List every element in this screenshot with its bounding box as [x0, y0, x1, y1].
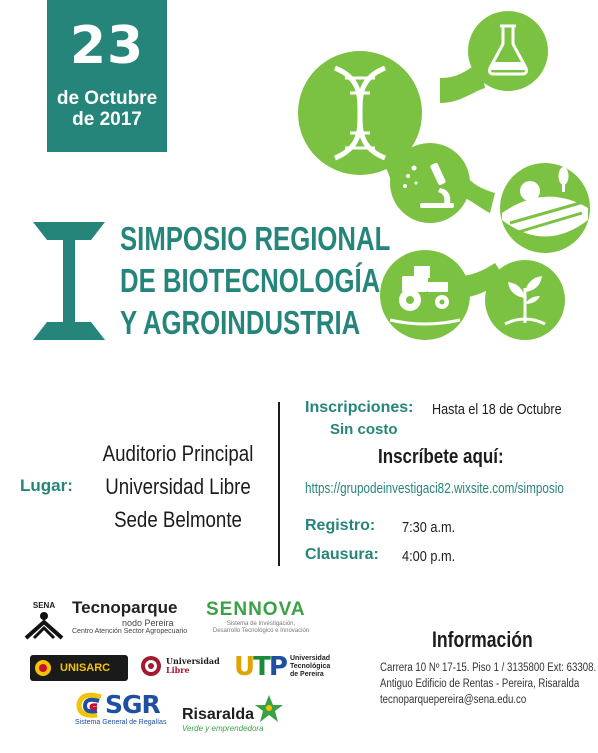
info-title: Información: [432, 627, 533, 652]
sena-logo-text: SENA: [32, 601, 56, 610]
unisarc-name: UNISARC: [56, 660, 114, 676]
registration-link[interactable]: https://grupodeinvestigaci82.wixsite.com/simposio: [305, 480, 564, 497]
utp-letters: UTP: [234, 652, 286, 682]
sprout-icon: [485, 260, 565, 340]
risaralda-logo: [182, 694, 292, 733]
biotech-illustration: [290, 8, 590, 348]
location-label: Lugar:: [20, 476, 73, 495]
title-line1: SIMPOSIO REGIONAL: [120, 220, 391, 257]
date-box: [47, 0, 167, 152]
risaralda-star-icon: [254, 694, 284, 724]
registration-cta: Inscríbete aquí:: [378, 446, 504, 468]
sgr-sub: Sistema General de Regalías: [75, 719, 167, 726]
tecnoparque-node: nodo Pereira: [122, 618, 174, 628]
tractor-icon: [380, 250, 470, 340]
registration-cost: Sin costo: [330, 421, 398, 438]
libre-line1: Universidad: [166, 656, 220, 666]
info-details: [380, 660, 596, 708]
info-address: Carrera 10 Nº 17-15. Piso 1 / 3135800 Ext: 63308.: [380, 662, 597, 674]
libre-seal-icon: [140, 655, 162, 677]
location-details: [88, 437, 268, 536]
location-line1: Auditorio Principal: [102, 441, 254, 466]
event-month-line1: de Octubre: [56, 88, 158, 109]
utp-line3: de Pereira: [289, 671, 324, 678]
utp-line1: Universidad: [289, 655, 331, 662]
sgr-logo: [75, 690, 175, 726]
clausura-label: Clausura:: [305, 546, 379, 563]
utp-line2: Tecnológica: [289, 663, 331, 670]
info-building: Antiguo Edificio de Rentas - Pereira, Risaralda: [380, 678, 580, 690]
flask-icon: [468, 11, 548, 91]
tecnoparque-logo: [72, 598, 192, 635]
registro-label: Registro:: [305, 517, 376, 534]
sgr-swirl-icon: [75, 691, 105, 719]
vertical-divider: [278, 402, 280, 566]
libre-line2: Libre: [166, 665, 190, 675]
sennova-logo: [206, 599, 316, 635]
sena-logo: [24, 601, 64, 643]
universidad-libre-logo: [140, 655, 226, 677]
roman-numeral-graphic: [33, 222, 105, 340]
unisarc-logo: [30, 655, 128, 681]
sennova-name: SENNOVA: [206, 599, 306, 620]
title-line2: DE BIOTECNOLOGÍA: [120, 262, 381, 299]
landscape-icon: [500, 163, 590, 253]
risaralda-name: Risaralda: [182, 706, 255, 723]
utp-logo: [234, 652, 334, 682]
registration-deadline: Hasta el 18 de Octubre: [432, 401, 562, 418]
tecnoparque-center: Centro Atención Sector Agropecuario: [72, 628, 188, 635]
risaralda-sub: Verde y emprendedora: [182, 724, 264, 733]
title-line3: Y AGROINDUSTRIA: [120, 304, 361, 341]
tecnoparque-name: Tecnoparque: [72, 598, 178, 617]
sennova-line1: Sistema de Investigación,: [226, 621, 296, 627]
event-day: 23: [69, 16, 145, 76]
location-line2: Universidad Libre: [105, 474, 251, 499]
sgr-letters: SGR: [105, 690, 160, 719]
clausura-time: 4:00 p.m.: [402, 548, 456, 565]
sennova-line2: Desarrollo Tecnológico e Innovación: [212, 628, 310, 634]
location-line3: Sede Belmonte: [114, 507, 242, 532]
registro-time: 7:30 a.m.: [402, 519, 456, 536]
event-month-line2: de 2017: [72, 109, 142, 130]
sena-logo-mark: [24, 610, 64, 642]
info-email: tecnoparquepereira@sena.edu.co: [380, 694, 527, 706]
roman-numeral: I: [68, 292, 70, 293]
registration-label: Inscripciones:: [305, 399, 414, 416]
microscope-icon: [390, 143, 470, 223]
unisarc-emblem-icon: [34, 659, 52, 677]
